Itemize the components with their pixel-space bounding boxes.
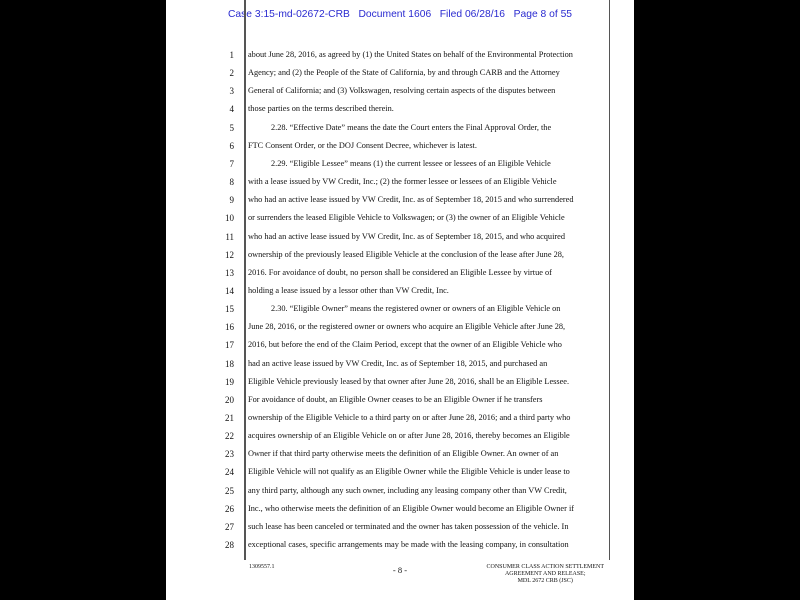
line-text: June 28, 2016, or the registered owner or owners who acquire an Eligible Vehicle after June 28, xyxy=(248,322,566,331)
footer-title xyxy=(486,564,604,585)
line-text: 2.30. “Eligible Owner” means the registered owner or owners of an Eligible Vehicle on xyxy=(271,304,561,313)
line-number: 9 xyxy=(229,195,234,205)
line-number: 13 xyxy=(225,268,234,278)
filing-header xyxy=(166,9,634,20)
line-text: 2.28. “Effective Date” means the date the Court enters the Final Approval Order, the xyxy=(271,123,552,132)
line-number: 17 xyxy=(225,340,234,350)
line-number: 15 xyxy=(225,304,234,314)
case-number: Case 3:15-md-02672-CRB xyxy=(227,9,350,20)
line-number: 7 xyxy=(229,159,234,169)
document-number: Document 1606 xyxy=(358,9,432,20)
line-number: 2 xyxy=(229,68,234,78)
line-number: 4 xyxy=(229,104,234,114)
line-text: with a lease issued by VW Credit, Inc.; (2) the former lessee or lessees of an Eligible Vehicle xyxy=(248,177,557,186)
filed-date: Filed 06/28/16 xyxy=(439,9,506,20)
line-text: Owner if that third party otherwise meets the definition of an Eligible Owner. An owner of an xyxy=(248,449,559,458)
line-number: 3 xyxy=(229,86,234,96)
line-text: General of California; and (3) Volkswagen, resolving certain aspects of the disputes between xyxy=(248,86,556,95)
line-text: 2.29. “Eligible Lessee” means (1) the current lessee or lessees of an Eligible Vehicle xyxy=(271,159,551,168)
line-number: 14 xyxy=(225,286,234,296)
left-margin-rule xyxy=(244,0,246,560)
line-number: 12 xyxy=(225,250,234,260)
line-text: exceptional cases, specific arrangements may be made with the leasing company, in consultation xyxy=(248,540,569,549)
line-text: those parties on the terms described therein. xyxy=(248,104,394,113)
footer-page-number: - 8 - xyxy=(392,565,408,575)
line-text: Inc., who otherwise meets the definition of an Eligible Owner would become an Eligible Owner if xyxy=(248,504,575,513)
line-text: FTC Consent Order, or the DOJ Consent Decree, whichever is latest. xyxy=(248,141,477,150)
line-text: ownership of the Eligible Vehicle to a third party on or after June 28, 2016; and a third party who xyxy=(248,413,571,422)
line-text: ownership of the previously leased Eligible Vehicle at the conclusion of the lease after June 28, xyxy=(248,250,564,259)
line-number: 19 xyxy=(225,377,234,387)
footer-title-line: MDL 2672 CRB (JSC) xyxy=(517,578,573,584)
line-text: Eligible Vehicle will not qualify as an Eligible Owner while the Eligible Vehicle is under lease to xyxy=(248,467,570,476)
line-number: 28 xyxy=(225,540,234,550)
line-text: who had an active lease issued by VW Credit, Inc. as of September 18, 2015, and who acquired xyxy=(248,232,565,241)
line-text: such lease has been canceled or terminated and the owner has taken possession of the vehicle. In xyxy=(248,522,569,531)
line-text: 2016, but before the end of the Claim Period, except that the owner of an Eligible Vehicle who xyxy=(248,340,562,349)
page-indicator: Page 8 of 55 xyxy=(513,9,573,20)
line-number: 5 xyxy=(229,123,234,133)
line-number: 24 xyxy=(225,467,234,477)
line-text: or surrenders the leased Eligible Vehicle to Volkswagen; or (3) the owner of an Eligible Vehicle xyxy=(248,213,565,222)
line-number: 25 xyxy=(225,486,234,496)
line-text: holding a lease issued by a lessor other than VW Credit, Inc. xyxy=(248,286,449,295)
line-text: had an active lease issued by VW Credit, Inc. as of September 18, 2015, and purchased an xyxy=(248,359,548,368)
line-number: 6 xyxy=(229,141,234,151)
footer-title-line: CONSUMER CLASS ACTION SETTLEMENT xyxy=(486,564,604,570)
line-number: 23 xyxy=(225,449,234,459)
line-number: 10 xyxy=(225,213,234,223)
footer-title-line: AGREEMENT AND RELEASE; xyxy=(504,571,586,577)
line-text: who had an active lease issued by VW Credit, Inc. as of September 18, 2015 and who surrendered xyxy=(248,195,574,204)
line-number: 18 xyxy=(225,359,234,369)
line-text: about June 28, 2016, as agreed by (1) the United States on behalf of the Environmental Protection xyxy=(248,50,573,59)
line-text: Eligible Vehicle previously leased by that owner after June 28, 2016, shall be an Eligible Lessee. xyxy=(248,377,570,386)
line-text: Agency; and (2) the People of the State of California, by and through CARB and the Attorney xyxy=(248,68,560,77)
line-number: 8 xyxy=(229,177,234,187)
document-page xyxy=(166,0,634,600)
line-number: 1 xyxy=(229,50,234,60)
line-number: 26 xyxy=(225,504,234,514)
line-text: For avoidance of doubt, an Eligible Owner ceases to be an Eligible Owner if he transfers xyxy=(248,395,543,404)
line-number: 21 xyxy=(225,413,234,423)
line-number: 22 xyxy=(225,431,234,441)
right-margin-rule xyxy=(609,0,610,560)
line-number: 20 xyxy=(225,395,234,405)
line-text: acquires ownership of an Eligible Vehicle on or after June 28, 2016, thereby becomes an Eligible xyxy=(248,431,570,440)
line-number: 11 xyxy=(225,232,234,242)
line-number: 16 xyxy=(225,322,234,332)
line-number: 27 xyxy=(225,522,234,532)
line-text: 2016. For avoidance of doubt, no person shall be considered an Eligible Lessee by virtue of xyxy=(248,268,552,277)
footer-doc-id: 1309557.1 xyxy=(249,564,275,570)
line-text: any third party, although any such owner, including any leasing company other than VW Credit, xyxy=(248,486,567,495)
